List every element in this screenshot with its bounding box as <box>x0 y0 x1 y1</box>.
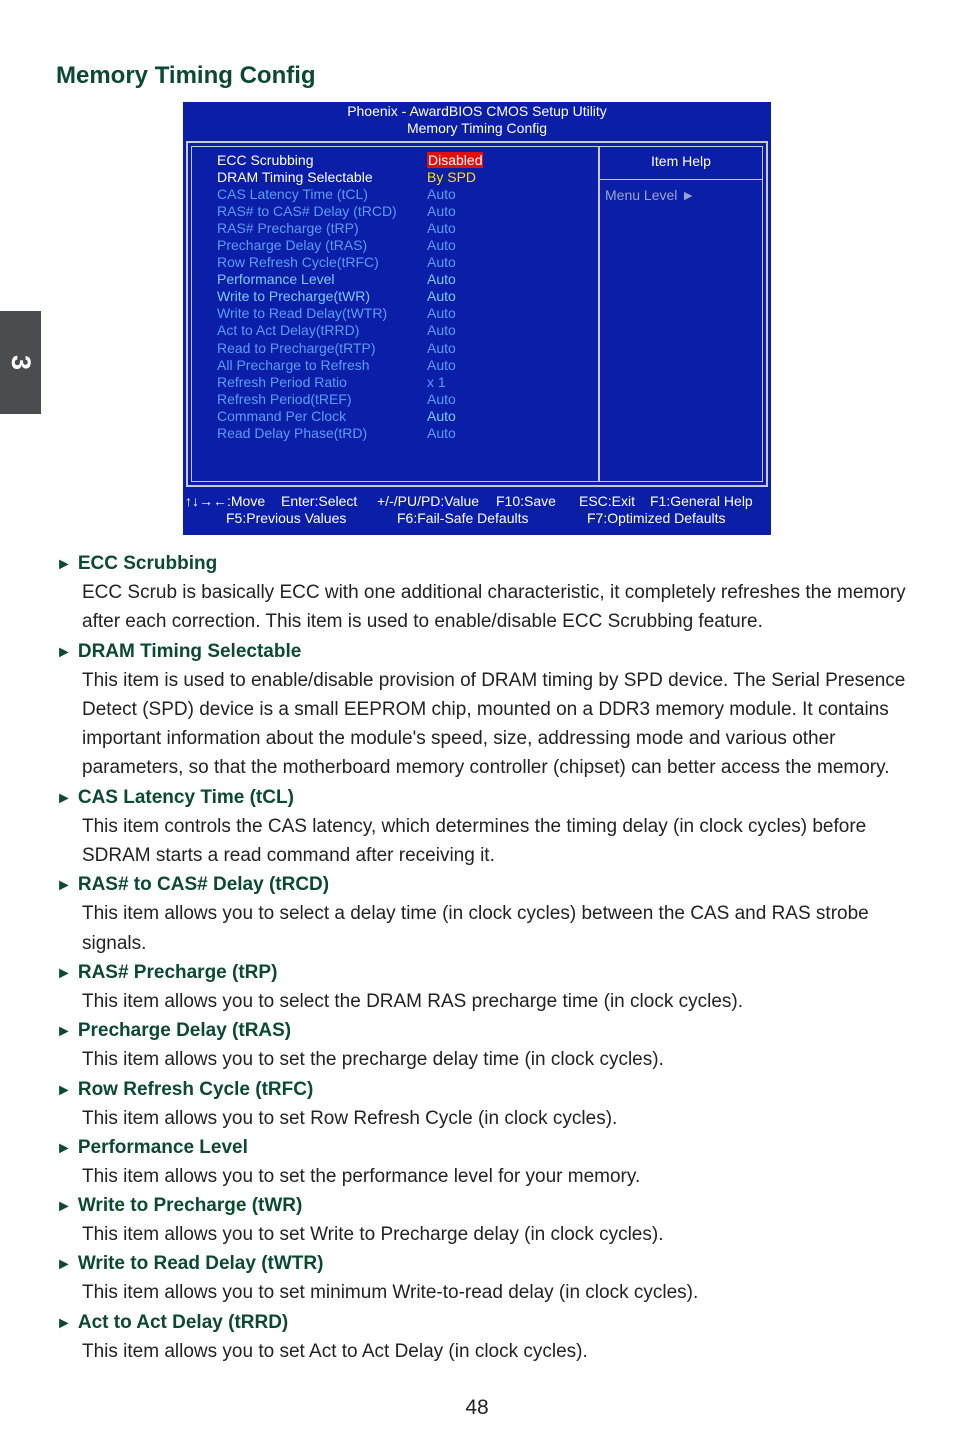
item-trcd <box>56 870 906 958</box>
item-tras <box>56 1016 906 1074</box>
bios-header <box>183 103 771 137</box>
setting-value[interactable]: Auto <box>427 339 456 356</box>
setting-value-selected[interactable]: Disabled <box>428 152 483 168</box>
item-heading <box>56 549 906 578</box>
item-performance-level <box>56 1133 906 1191</box>
bios-header-subtitle: Memory Timing Config <box>406 120 548 136</box>
key-previous-values: F5:Previous Values <box>226 510 347 526</box>
triangle-right-icon: ► <box>56 643 72 661</box>
item-trrd <box>56 1308 906 1366</box>
setting-label: Act to Act Delay(tRRD) <box>217 322 360 339</box>
item-heading <box>56 870 906 899</box>
setting-value[interactable]: Auto <box>427 237 456 254</box>
item-descriptions <box>56 549 906 1366</box>
item-heading <box>56 1249 906 1278</box>
page-number: 48 <box>465 1396 489 1419</box>
item-title: Write to Precharge (tWR) <box>77 1195 303 1217</box>
item-text: This item is used to enable/disable provision of DRAM timing by SPD device. The Serial Presence Detect (SPD) device is a small EEPROM chip, mounted on a DDR3 memory module. It contains important information about the module's speed, size, addressing mode and various other parameters, so that the motherboard memory controller (chipset) can better access the memory. <box>82 669 906 779</box>
triangle-right-icon: ► <box>56 1139 72 1157</box>
item-title: Act to Act Delay (tRRD) <box>77 1311 289 1333</box>
panel-divider <box>598 147 600 481</box>
item-trfc <box>56 1075 906 1133</box>
bios-screenshot <box>183 102 771 535</box>
setting-label: RAS# to CAS# Delay (tRCD) <box>217 203 397 220</box>
setting-value[interactable]: Auto <box>427 203 456 220</box>
setting-label: Refresh Period Ratio <box>217 373 347 390</box>
item-title: RAS# Precharge (tRP) <box>77 961 278 983</box>
item-ecc-scrubbing <box>56 549 906 637</box>
setting-label: Precharge Delay (tRAS) <box>217 237 368 254</box>
item-heading <box>56 637 906 666</box>
setting-label: Performance Level <box>217 271 335 288</box>
key-help: F1:General Help <box>650 493 753 509</box>
item-text: This item allows you to set the precharge delay time (in clock cycles). <box>82 1049 664 1071</box>
item-twr <box>56 1191 906 1249</box>
item-text: This item allows you to set minimum Write-to-read delay (in clock cycles). <box>82 1282 699 1304</box>
setting-label: RAS# Precharge (tRP) <box>217 220 359 237</box>
key-save: F10:Save <box>496 493 556 509</box>
setting-value[interactable]: Auto <box>427 288 456 305</box>
key-fail-safe: F6:Fail-Safe Defaults <box>397 510 529 526</box>
triangle-right-icon: ► <box>56 789 72 807</box>
item-title: Performance Level <box>77 1136 248 1158</box>
item-heading <box>56 1075 906 1104</box>
setting-value[interactable]: Auto <box>427 322 456 339</box>
item-title: RAS# to CAS# Delay (tRCD) <box>77 874 330 896</box>
setting-value[interactable]: x 1 <box>427 373 446 390</box>
help-separator <box>600 179 762 180</box>
item-text: This item controls the CAS latency, which determines the timing delay (in clock cycles) before SDRAM starts a read command after receiving it. <box>82 815 867 867</box>
setting-value[interactable]: Auto <box>427 356 456 373</box>
item-heading <box>56 783 906 812</box>
setting-label: Read to Precharge(tRTP) <box>217 339 376 356</box>
setting-value[interactable]: Auto <box>427 271 456 288</box>
item-text: This item allows you to set Act to Act Delay (in clock cycles). <box>82 1340 588 1362</box>
setting-label: Refresh Period(tREF) <box>217 390 352 407</box>
item-text: This item allows you to select the DRAM RAS precharge time (in clock cycles). <box>82 990 743 1012</box>
item-heading <box>56 1308 906 1337</box>
chapter-tab <box>0 311 41 414</box>
setting-label: Row Refresh Cycle(tRFC) <box>217 254 379 271</box>
setting-label: CAS Latency Time (tCL) <box>217 186 368 203</box>
item-dram-timing <box>56 637 906 783</box>
item-text: This item allows you to set the performance level for your memory. <box>82 1165 641 1187</box>
item-help-title: Item Help <box>651 153 711 169</box>
setting-label: DRAM Timing Selectable <box>217 169 373 186</box>
triangle-right-icon: ► <box>56 1023 72 1041</box>
setting-label: Command Per Clock <box>217 407 347 424</box>
key-optimized: F7:Optimized Defaults <box>587 510 726 526</box>
key-exit: ESC:Exit <box>579 493 636 509</box>
item-text: This item allows you to set Row Refresh Cycle (in clock cycles). <box>82 1107 618 1129</box>
setting-value[interactable]: Auto <box>427 390 456 407</box>
item-text: This item allows you to select a delay time (in clock cycles) between the CAS and RAS strobe signals. <box>82 903 869 954</box>
key-enter: Enter:Select <box>281 493 358 509</box>
page-title: Memory Timing Config <box>56 62 316 89</box>
key-value: +/-/PU/PD:Value <box>377 493 480 509</box>
item-twtr <box>56 1249 906 1307</box>
item-trp <box>56 958 906 1016</box>
setting-label: Write to Read Delay(tWTR) <box>217 305 388 322</box>
triangle-right-icon: ► <box>56 1081 72 1099</box>
setting-label: Read Delay Phase(tRD) <box>217 424 368 441</box>
menu-level: Menu Level ► <box>605 187 696 203</box>
setting-value[interactable]: Auto <box>427 305 456 322</box>
triangle-right-icon: ► <box>56 1314 72 1332</box>
triangle-right-icon: ► <box>56 1256 72 1274</box>
setting-value[interactable]: Auto <box>427 254 456 271</box>
item-heading <box>56 1191 906 1220</box>
triangle-right-icon: ► <box>56 556 72 573</box>
item-heading <box>56 1016 906 1045</box>
item-title: ECC Scrubbing <box>77 553 218 574</box>
item-text: This item allows you to set Write to Precharge delay (in clock cycles). <box>82 1224 664 1246</box>
setting-value[interactable]: Auto <box>427 186 456 203</box>
setting-value[interactable]: Auto <box>427 424 456 441</box>
setting-label: Write to Precharge(tWR) <box>217 288 370 305</box>
setting-label: All Precharge to Refresh <box>217 356 370 373</box>
bios-header-title: Phoenix - AwardBIOS CMOS Setup Utility <box>347 103 607 119</box>
item-tcl <box>56 783 906 871</box>
setting-value[interactable]: Auto <box>427 407 456 424</box>
triangle-right-icon: ► <box>56 964 72 982</box>
triangle-right-icon: ► <box>56 1198 72 1216</box>
item-text: ECC Scrub is basically ECC with one additional characteristic, it completely refreshes the memory after each correction. This item is used to enable/disable ECC Scrubbing feature. <box>82 582 906 633</box>
setting-value[interactable]: By SPD <box>427 169 477 186</box>
setting-label: ECC Scrubbing <box>217 152 314 168</box>
key-move: ↑↓→←:Move <box>185 493 266 509</box>
item-title: DRAM Timing Selectable <box>77 640 302 662</box>
item-heading <box>56 958 906 987</box>
item-title: CAS Latency Time (tCL) <box>77 786 294 808</box>
item-title: Write to Read Delay (tWTR) <box>77 1253 324 1275</box>
setting-value[interactable]: Auto <box>427 220 456 237</box>
item-title: Row Refresh Cycle (tRFC) <box>77 1078 314 1100</box>
triangle-right-icon: ► <box>56 877 72 895</box>
item-title: Precharge Delay (tRAS) <box>77 1020 292 1042</box>
item-heading <box>56 1133 906 1162</box>
chapter-number: 3 <box>6 354 36 371</box>
